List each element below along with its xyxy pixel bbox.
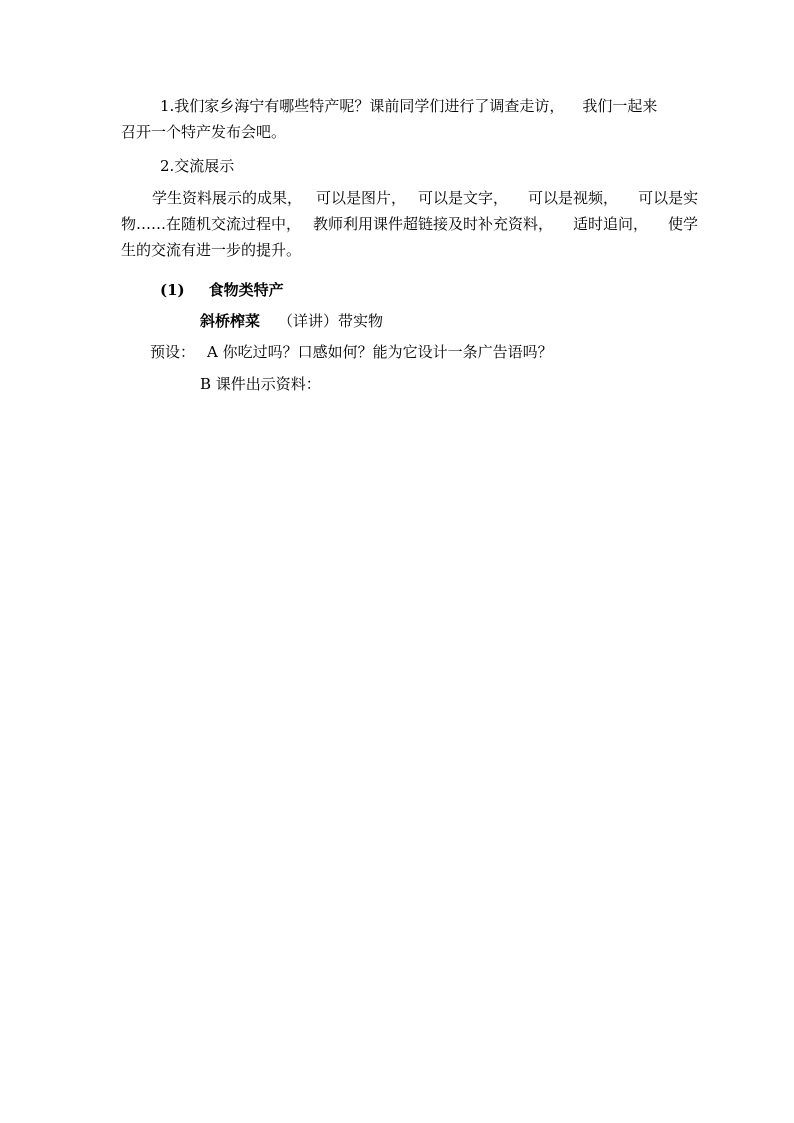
section2-para-line1	[152, 188, 698, 208]
para2-seg3: 适时追问，	[573, 215, 649, 233]
subsection1-heading	[160, 280, 284, 300]
preset-b-text: B 课件出示资料：	[200, 375, 321, 393]
para2-seg1: 物……在随机交流过程中，	[121, 215, 302, 233]
preset-line-a	[150, 342, 553, 362]
para3-text: 生的交流有进一步的提升。	[121, 241, 302, 259]
section1-line2	[121, 122, 286, 142]
preset-label: 预设：	[150, 343, 196, 361]
section2-para-line2	[121, 214, 698, 234]
para1-seg1: 学生资料展示的成果，	[152, 189, 303, 207]
subsection1-item	[200, 311, 383, 331]
item-name: 斜桥榨菜	[200, 312, 261, 330]
preset-line-b	[200, 374, 321, 394]
section1-line2-text: 召开一个特产发布会吧。	[121, 123, 287, 141]
para2-seg4: 使学	[668, 215, 699, 233]
section2-heading	[160, 156, 234, 176]
section2-heading-text: 2.交流展示	[160, 157, 235, 175]
section1-line1-text: 1.我们家乡海宁有哪些特产呢？课前同学们进行了调查走访，	[160, 97, 565, 115]
section1-line1-end: 我们一起来	[582, 97, 658, 115]
para1-seg2: 可以是图片，	[316, 189, 407, 207]
subsection1-title: 食物类特产	[208, 281, 284, 299]
para1-seg3: 可以是文字，	[418, 189, 509, 207]
section1-line1	[160, 96, 657, 116]
preset-a-text: A 你吃过吗？口感如何？能为它设计一条广告语吗？	[207, 343, 553, 361]
section2-para-line3	[121, 240, 301, 260]
subsection1-number: (1)	[160, 281, 185, 299]
item-note: （详讲）带实物	[278, 312, 384, 330]
para1-seg4: 可以是视频，	[528, 189, 619, 207]
para2-seg2: 教师利用课件超链接及时补充资料，	[313, 215, 554, 233]
para1-seg5: 可以是实	[638, 189, 699, 207]
